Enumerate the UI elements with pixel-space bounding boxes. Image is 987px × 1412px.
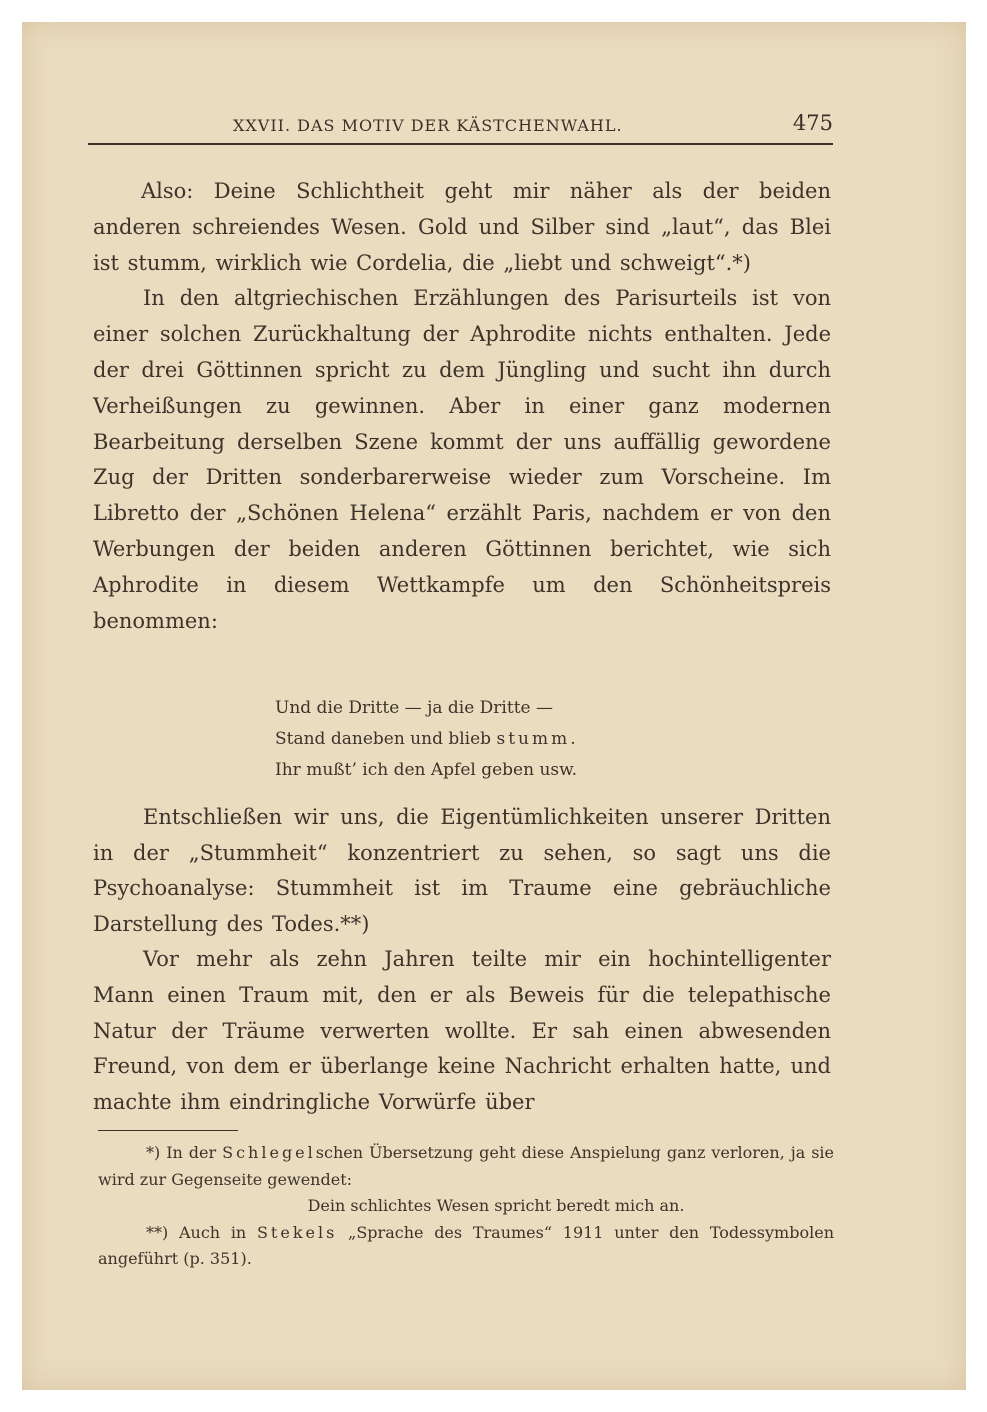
footnote-1 (98, 1140, 834, 1193)
paragraph-2: In den altgriechischen Erzählungen des Parisurteils ist von einer solchen Zurückhaltung der Aphrodite nichts enthalten. Jede der drei Göttinnen spricht zu dem Jüngling und sucht ihn durch Verheißungen zu gewinnen. Aber in einer ganz modernen Bearbeitung derselben Szene kommt der uns auffällig gewordene Zug der Dritten sonderbarerweise wieder zum Vorscheine. Im Libretto der „Schönen Helena“ erzählt Paris, nachdem er von den Werbungen der beiden anderen Göttinnen berichtet, wie sich Aphrodite in diesem Wettkampfe um den Schönheitspreis benommen: (93, 286, 831, 633)
verse-line-1: Und die Dritte — ja die Dritte — (275, 698, 553, 718)
verse-line-3: Ihr mußt’ ich den Apfel geben usw. (275, 760, 578, 780)
verse-line-2-text: Stand daneben und blieb (275, 729, 497, 749)
page-number: 475 (792, 111, 833, 135)
footnote-divider (98, 1130, 238, 1131)
paragraph-3: Entschließen wir uns, die Eigentümlichkeiten unserer Dritten in der „Stummheit“ konzentriert zu sehen, so sagt uns die Psychoanalyse: Stummheit ist im Traume eine gebräuchliche Darstellung des Todes.**) (93, 805, 831, 936)
main-text-lower (93, 800, 831, 1120)
footnote-2-author: Stekels (256, 1222, 338, 1242)
footnotes (98, 1140, 834, 1273)
footnote-1-text: schen Übersetzung geht diese Anspielung ganz verloren, ja sie wird zur Gegenseite gewendet: (98, 1143, 835, 1189)
footnote-1-author: Schlegel (222, 1143, 316, 1162)
footnote-2-mark: **) Auch in (146, 1222, 257, 1242)
running-header (88, 111, 833, 145)
footnote-2-text: „Sprache des Traumes“ 1911 unter den Todessymbolen angeführt (p. 351). (98, 1222, 834, 1268)
verse-quote (275, 693, 695, 786)
footnote-1-mark: *) In der (146, 1143, 223, 1162)
running-title: XXVII. DAS MOTIV DER KÄSTCHENWAHL. (233, 116, 623, 135)
verse-line-2 (275, 724, 695, 755)
verse-line-2-emphasis: stumm. (496, 729, 579, 749)
footnote-1-quote: Dein schlichtes Wesen spricht beredt mich an. (307, 1196, 685, 1215)
main-text-upper (93, 174, 831, 639)
paragraph-1: Also: Deine Schlichtheit geht mir näher als der beiden anderen schreiendes Wesen. Gold und Silber sind „laut“, das Blei ist stumm, wirklich wie Cordelia, die „liebt und schweigt“.*) (93, 179, 831, 275)
footnote-2 (98, 1220, 834, 1273)
paragraph-4: Vor mehr als zehn Jahren teilte mir ein hochintelligenter Mann einen Traum mit, den er als Beweis für die telepathische Natur der Träume verwerten wollte. Er sah einen abwesenden Freund, von dem er überlange keine Nachricht erhalten hatte, und machte ihm eindringliche Vorwürfe über (93, 947, 831, 1114)
